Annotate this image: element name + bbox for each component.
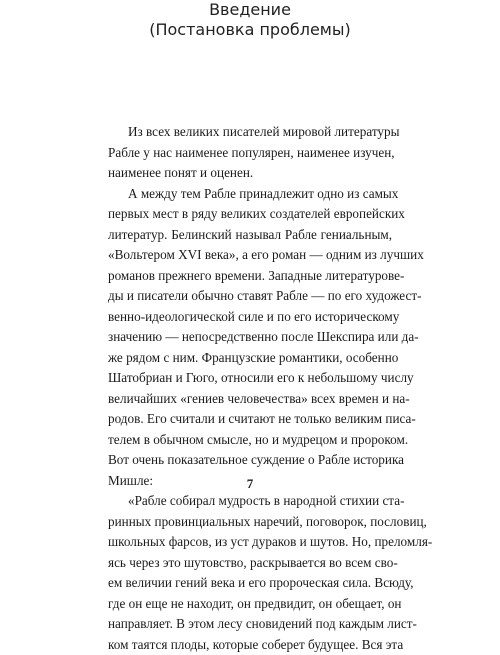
text-line: романов прежнего времени. Западные литературове- [108,266,392,287]
text-line: ринных провинциальных наречий, поговорок, пословиц, [108,512,392,533]
text-line: ком таятся плоды, которые соберет будущее. Вся эта [108,635,392,655]
text-line: телем в обычном смысле, но и мудрецом и пророком. [108,430,392,451]
text-line: значению — непосредственно после Шекспира или да- [108,327,392,348]
text-line: Мишле: [108,471,392,492]
text-line: направляет. В этом лесу сновидений под каждым лист- [108,614,392,635]
text-line: «Вольтером XVI века», а его роман — одним из лучших [108,245,392,266]
text-line: величайших «гениев человечества» всех времен и на- [108,389,392,410]
text-line: школьных фарсов, из уст дураков и шутов. Но, преломля- [108,532,392,553]
quote-paragraph [108,491,392,655]
body-text [108,122,392,655]
chapter-title: Введение [0,0,500,19]
text-line: Шатобриан и Гюго, относили его к небольшому числу [108,368,392,389]
text-line: Из всех великих писателей мировой литературы [108,122,392,143]
text-line: где он еще не находит, он предвидит, он обещает, он [108,594,392,615]
text-line: «Рабле собирал мудрость в народной стихии ста- [108,491,392,512]
paragraph-2 [108,184,392,492]
text-line: ем величии гений века и его пророческая сила. Всюду, [108,573,392,594]
text-line: Рабле у нас наименее популярен, наименее изучен, [108,143,392,164]
text-line: первых мест в ряду великих создателей европейских [108,204,392,225]
page-number: 7 [0,476,500,492]
chapter-subtitle: (Постановка проблемы) [0,20,500,39]
text-line: наименее понят и оценен. [108,163,392,184]
text-line: ясь через это шутовство, раскрывается во всем сво- [108,553,392,574]
text-line: литератур. Белинский называл Рабле гениальным, [108,225,392,246]
text-line: же рядом с ним. Французские романтики, особенно [108,348,392,369]
paragraph-1 [108,122,392,184]
text-line: А между тем Рабле принадлежит одно из самых [108,184,392,205]
text-line: Вот очень показательное суждение о Рабле историка [108,450,392,471]
text-line: ды и писатели обычно ставят Рабле — по его художест- [108,286,392,307]
text-line: родов. Его считали и считают не только великим писа- [108,409,392,430]
text-line: венно-идеологической силе и по его историческому [108,307,392,328]
